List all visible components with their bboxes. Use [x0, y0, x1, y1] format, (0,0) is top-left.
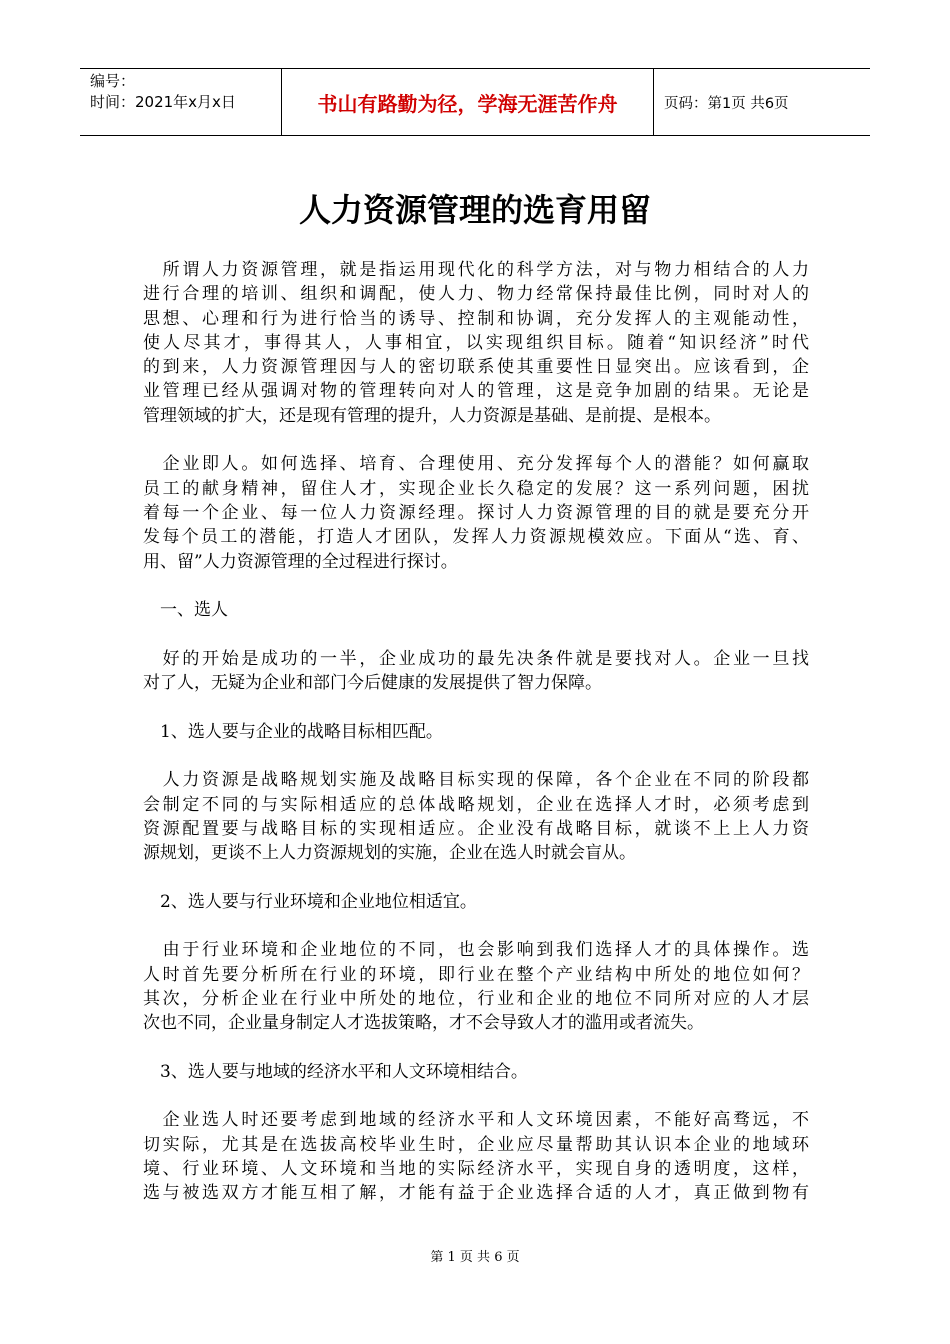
page-title: 人力资源管理的选育用留	[298, 191, 651, 229]
text-line: 用、留”人力资源管理的全过程进行探讨。	[143, 551, 458, 572]
text-line: 的到来，人力资源管理因与人的密切联系使其重要性日显突出。应该看到，企	[143, 357, 809, 378]
text-line: 进行合理的培训、组织和调配，使人力、物力经常保持最佳比例，同时对人的	[143, 284, 809, 305]
subheading-strategy: 1、选人要与企业的战略目标相匹配。	[143, 721, 443, 742]
text-line: 由于行业环境和企业地位的不同，也会影响到我们选择人才的具体操作。选	[143, 940, 809, 961]
text-line: 境、行业环境、人文环境和当地的实际经济水平，实现自身的透明度，这样，	[143, 1158, 809, 1179]
paragraph-industry	[143, 938, 809, 1035]
text-line: 对了人，无疑为企业和部门今后健康的发展提供了智力保障。	[143, 673, 602, 694]
text-line: 企业即人。如何选择、培育、合理使用、充分发挥每个人的潜能？如何赢取	[143, 454, 809, 475]
text-line: 所谓人力资源管理，就是指运用现代化的科学方法，对与物力相结合的人力	[143, 260, 809, 280]
text-line: 好的开始是成功的一半，企业成功的最先决条件就是要找对人。企业一旦找	[143, 648, 809, 669]
text-line: 资源配置要与战略目标的实现相适应。企业没有战略目标，就谈不上上人力资	[143, 818, 809, 839]
text-line: 切实际，尤其是在选拔高校毕业生时，企业应尽量帮助其认识本企业的地域环	[143, 1134, 809, 1155]
header-motto: 书山有路勤为径，学海无涯苦作舟	[282, 69, 654, 135]
text-line: 次也不同，企业量身制定人才选拔策略，才不会导致人才的滥用或者流失。	[143, 1013, 704, 1034]
document-body	[143, 258, 809, 1206]
text-line: 使人尽其才，事得其人，人事相宜，以实现组织目标。随着“知识经济”时代	[143, 332, 809, 353]
text-line: 思想、心理和行为进行恰当的诱导、控制和协调，充分发挥人的主观能动性，	[143, 308, 809, 329]
subheading-industry: 2、选人要与行业环境和企业地位相适宜。	[143, 891, 477, 912]
paragraph-intro	[143, 258, 809, 428]
page-footer: 第 1 页 共 6 页	[430, 1250, 520, 1265]
number-label: 编号：	[90, 72, 136, 90]
text-line: 人时首先要分析所在行业的环境，即行业在整个产业结构中所处的地位如何？	[143, 964, 809, 985]
text-line: 其次，分析企业在行业中所处的地位，行业和企业的地位不同所对应的人才层	[143, 988, 809, 1009]
document-header	[80, 68, 870, 136]
paragraph-enterprise	[143, 452, 809, 573]
text-line: 发每个员工的潜能，打造人才团队，发挥人力资源规模效应。下面从“选、育、	[143, 527, 809, 548]
text-line: 管理领域的扩大，还是现有管理的提升，人力资源是基础、是前提、是根本。	[143, 405, 721, 426]
text-line: 会制定不同的与实际相适应的总体战略规划，企业在选择人才时，必须考虑到	[143, 794, 809, 815]
text-line: 人力资源是战略规划实施及战略目标实现的保障，各个企业在不同的阶段都	[143, 770, 809, 791]
text-line: 员工的献身精神，留住人才，实现企业长久稳定的发展？这一系列问题，困扰	[143, 478, 809, 499]
text-line: 业管理已经从强调对物的管理转向对人的管理，这是竞争加剧的结果。无论是	[143, 381, 809, 402]
text-line: 企业选人时还要考虑到地域的经济水平和人文环境因素，不能好高骛远，不	[143, 1110, 809, 1131]
text-line: 选与被选双方才能互相了解，才能有益于企业选择合适的人才，真正做到物有	[143, 1183, 809, 1204]
header-meta	[80, 69, 282, 135]
time-label: 时间：2021年x月x日	[90, 93, 236, 111]
paragraph-strategy	[143, 768, 809, 865]
paragraph-good-start	[143, 647, 809, 696]
text-line: 着每一个企业、每一位人力资源经理。探讨人力资源管理的目的就是要充分开	[143, 502, 809, 523]
subheading-region: 3、选人要与地域的经济水平和人文环境相结合。	[143, 1061, 528, 1082]
text-line: 源规划，更谈不上人力资源规划的实施，企业在选人时就会盲从。	[143, 843, 636, 864]
section-heading-select: 一、选人	[143, 600, 228, 621]
paragraph-region	[143, 1108, 809, 1205]
header-page-info: 页码：第1页 共6页	[664, 95, 789, 112]
